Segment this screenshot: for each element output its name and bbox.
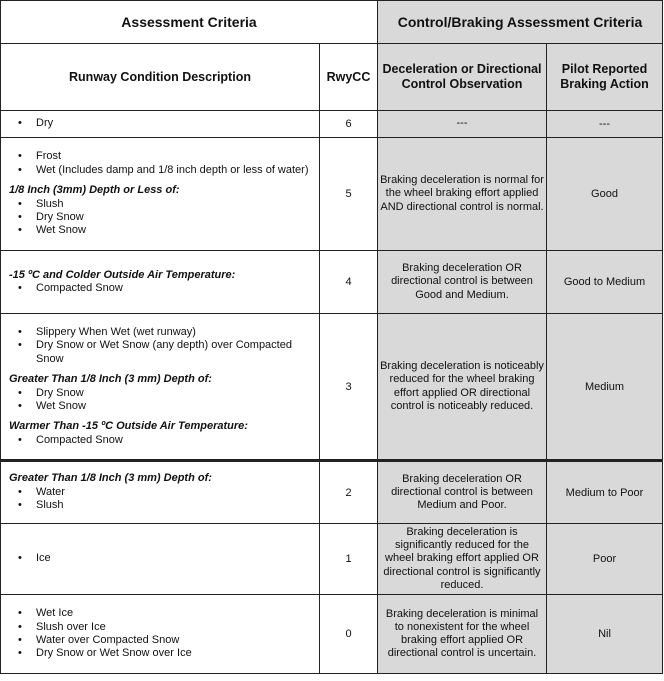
runway-condition-cell <box>1 251 320 314</box>
table-row <box>1 595 663 674</box>
runway-condition-cell <box>1 314 320 461</box>
bullet-icon: • <box>18 499 22 512</box>
condition-item <box>9 117 311 130</box>
condition-item-text: Water <box>36 485 65 498</box>
condition-item <box>9 150 311 163</box>
bullet-icon: • <box>18 282 22 294</box>
bullet-icon: • <box>18 325 22 338</box>
bullet-icon: • <box>18 163 22 176</box>
rwycc-value: 0 <box>320 595 378 674</box>
condition-item <box>9 552 311 565</box>
condition-item-text: Slush <box>36 197 64 210</box>
condition-item-text: Compacted Snow <box>36 433 123 446</box>
condition-item <box>9 621 311 634</box>
condition-item <box>9 634 311 647</box>
table-body <box>1 111 663 674</box>
condition-group-heading: 1/8 Inch (3mm) Depth or Less of: <box>9 184 180 197</box>
condition-item <box>9 282 311 295</box>
condition-item <box>9 607 311 620</box>
rwycc-value: 4 <box>320 251 378 314</box>
condition-item-text: Dry Snow <box>36 386 84 399</box>
condition-item-text: Compacted Snow <box>36 282 123 294</box>
condition-item-text: Slush <box>36 499 64 512</box>
condition-item-text: Water over Compacted Snow <box>36 634 180 646</box>
condition-item <box>9 326 311 339</box>
braking-action-cell: Medium to Poor <box>547 461 663 524</box>
condition-group-heading: Greater Than 1/8 Inch (3 mm) Depth of: <box>9 472 212 485</box>
runway-condition-cell <box>1 111 320 138</box>
braking-action-header: Pilot Reported Braking Action <box>547 44 663 111</box>
deceleration-observation-cell: Braking deceleration OR directional control is between Medium and Poor. <box>378 461 547 524</box>
table-row <box>1 314 663 461</box>
condition-item-text: Dry Snow <box>36 210 84 223</box>
condition-item <box>9 198 311 211</box>
deceleration-observation-cell: --- <box>378 111 547 138</box>
condition-item <box>9 486 311 499</box>
deceleration-observation-cell: Braking deceleration is noticeably reduced for the wheel braking effort applied OR directional control is noticeably reduced. <box>378 314 547 461</box>
deceleration-observation-cell: Braking deceleration OR directional control is between Good and Medium. <box>378 251 547 314</box>
rwycc-header: RwyCC <box>320 44 378 111</box>
table-row <box>1 251 663 314</box>
bullet-icon: • <box>18 399 22 412</box>
condition-item-text: Wet Snow <box>36 399 86 412</box>
condition-item-text: Wet (Includes damp and 1/8 inch depth or less of water) <box>36 163 309 176</box>
condition-item-text: Frost <box>36 150 62 163</box>
bullet-icon: • <box>18 197 22 210</box>
bullet-icon: • <box>18 485 22 498</box>
deceleration-observation-header: Deceleration or Directional Control Observation <box>378 44 547 111</box>
rwycc-value: 2 <box>320 461 378 524</box>
bullet-icon: • <box>18 150 22 163</box>
rwycc-value: 6 <box>320 111 378 138</box>
condition-item <box>9 647 311 660</box>
runway-condition-cell <box>1 138 320 251</box>
condition-item <box>9 400 311 413</box>
braking-action-cell: Poor <box>547 524 663 595</box>
runway-condition-cell <box>1 524 320 595</box>
condition-item-text: Wet Ice <box>36 607 74 620</box>
condition-item-text: Slush over Ice <box>36 620 106 633</box>
bullet-icon: • <box>18 634 22 646</box>
condition-item <box>9 224 311 237</box>
bullet-icon: • <box>18 433 22 446</box>
bullet-icon: • <box>18 647 22 660</box>
braking-action-cell: Good to Medium <box>547 251 663 314</box>
bullet-icon: • <box>18 224 22 237</box>
braking-action-cell: Good <box>547 138 663 251</box>
runway-condition-cell <box>1 461 320 524</box>
condition-group-heading: Warmer Than -15 ºC Outside Air Temperature: <box>9 420 248 433</box>
rwycc-value: 5 <box>320 138 378 251</box>
condition-item <box>9 164 311 177</box>
condition-item-text: Dry Snow or Wet Snow over Ice <box>36 647 192 660</box>
condition-item-text: Ice <box>36 552 51 565</box>
rwycc-value: 1 <box>320 524 378 595</box>
bullet-icon: • <box>18 607 22 620</box>
condition-item <box>9 387 311 400</box>
bullet-icon: • <box>18 117 22 130</box>
bullet-icon: • <box>18 210 22 223</box>
condition-item <box>9 339 311 366</box>
condition-group-heading: -15 ºC and Colder Outside Air Temperature: <box>9 268 236 281</box>
bullet-icon: • <box>18 339 22 352</box>
condition-item-text: Dry Snow or Wet Snow (any depth) over Compacted Snow <box>36 339 292 365</box>
table-row <box>1 138 663 251</box>
condition-item-text: Dry <box>36 117 54 130</box>
bullet-icon: • <box>18 552 22 565</box>
table-row <box>1 111 663 138</box>
condition-item <box>9 434 311 447</box>
condition-item <box>9 499 311 512</box>
condition-group-heading: Greater Than 1/8 Inch (3 mm) Depth of: <box>9 373 212 386</box>
assessment-criteria-header: Assessment Criteria <box>1 1 378 44</box>
braking-action-cell: --- <box>547 111 663 138</box>
table-row <box>1 461 663 524</box>
rwycc-value: 3 <box>320 314 378 461</box>
deceleration-observation-cell: Braking deceleration is significantly reduced for the wheel braking effort applied OR directional control is significantly reduced. <box>378 524 547 595</box>
braking-action-cell: Medium <box>547 314 663 461</box>
bullet-icon: • <box>18 386 22 399</box>
bullet-icon: • <box>18 620 22 633</box>
deceleration-observation-cell: Braking deceleration is normal for the wheel braking effort applied AND directional control is normal. <box>378 138 547 251</box>
runway-condition-cell <box>1 595 320 674</box>
control-braking-criteria-header: Control/Braking Assessment Criteria <box>378 1 663 44</box>
braking-action-cell: Nil <box>547 595 663 674</box>
table-row <box>1 524 663 595</box>
condition-item-text: Wet Snow <box>36 224 86 237</box>
deceleration-observation-cell: Braking deceleration is minimal to nonexistent for the wheel braking effort applied OR directional control is uncertain. <box>378 595 547 674</box>
condition-item <box>9 211 311 224</box>
runway-condition-description-header: Runway Condition Description <box>1 44 320 111</box>
condition-item-text: Slippery When Wet (wet runway) <box>36 325 196 338</box>
